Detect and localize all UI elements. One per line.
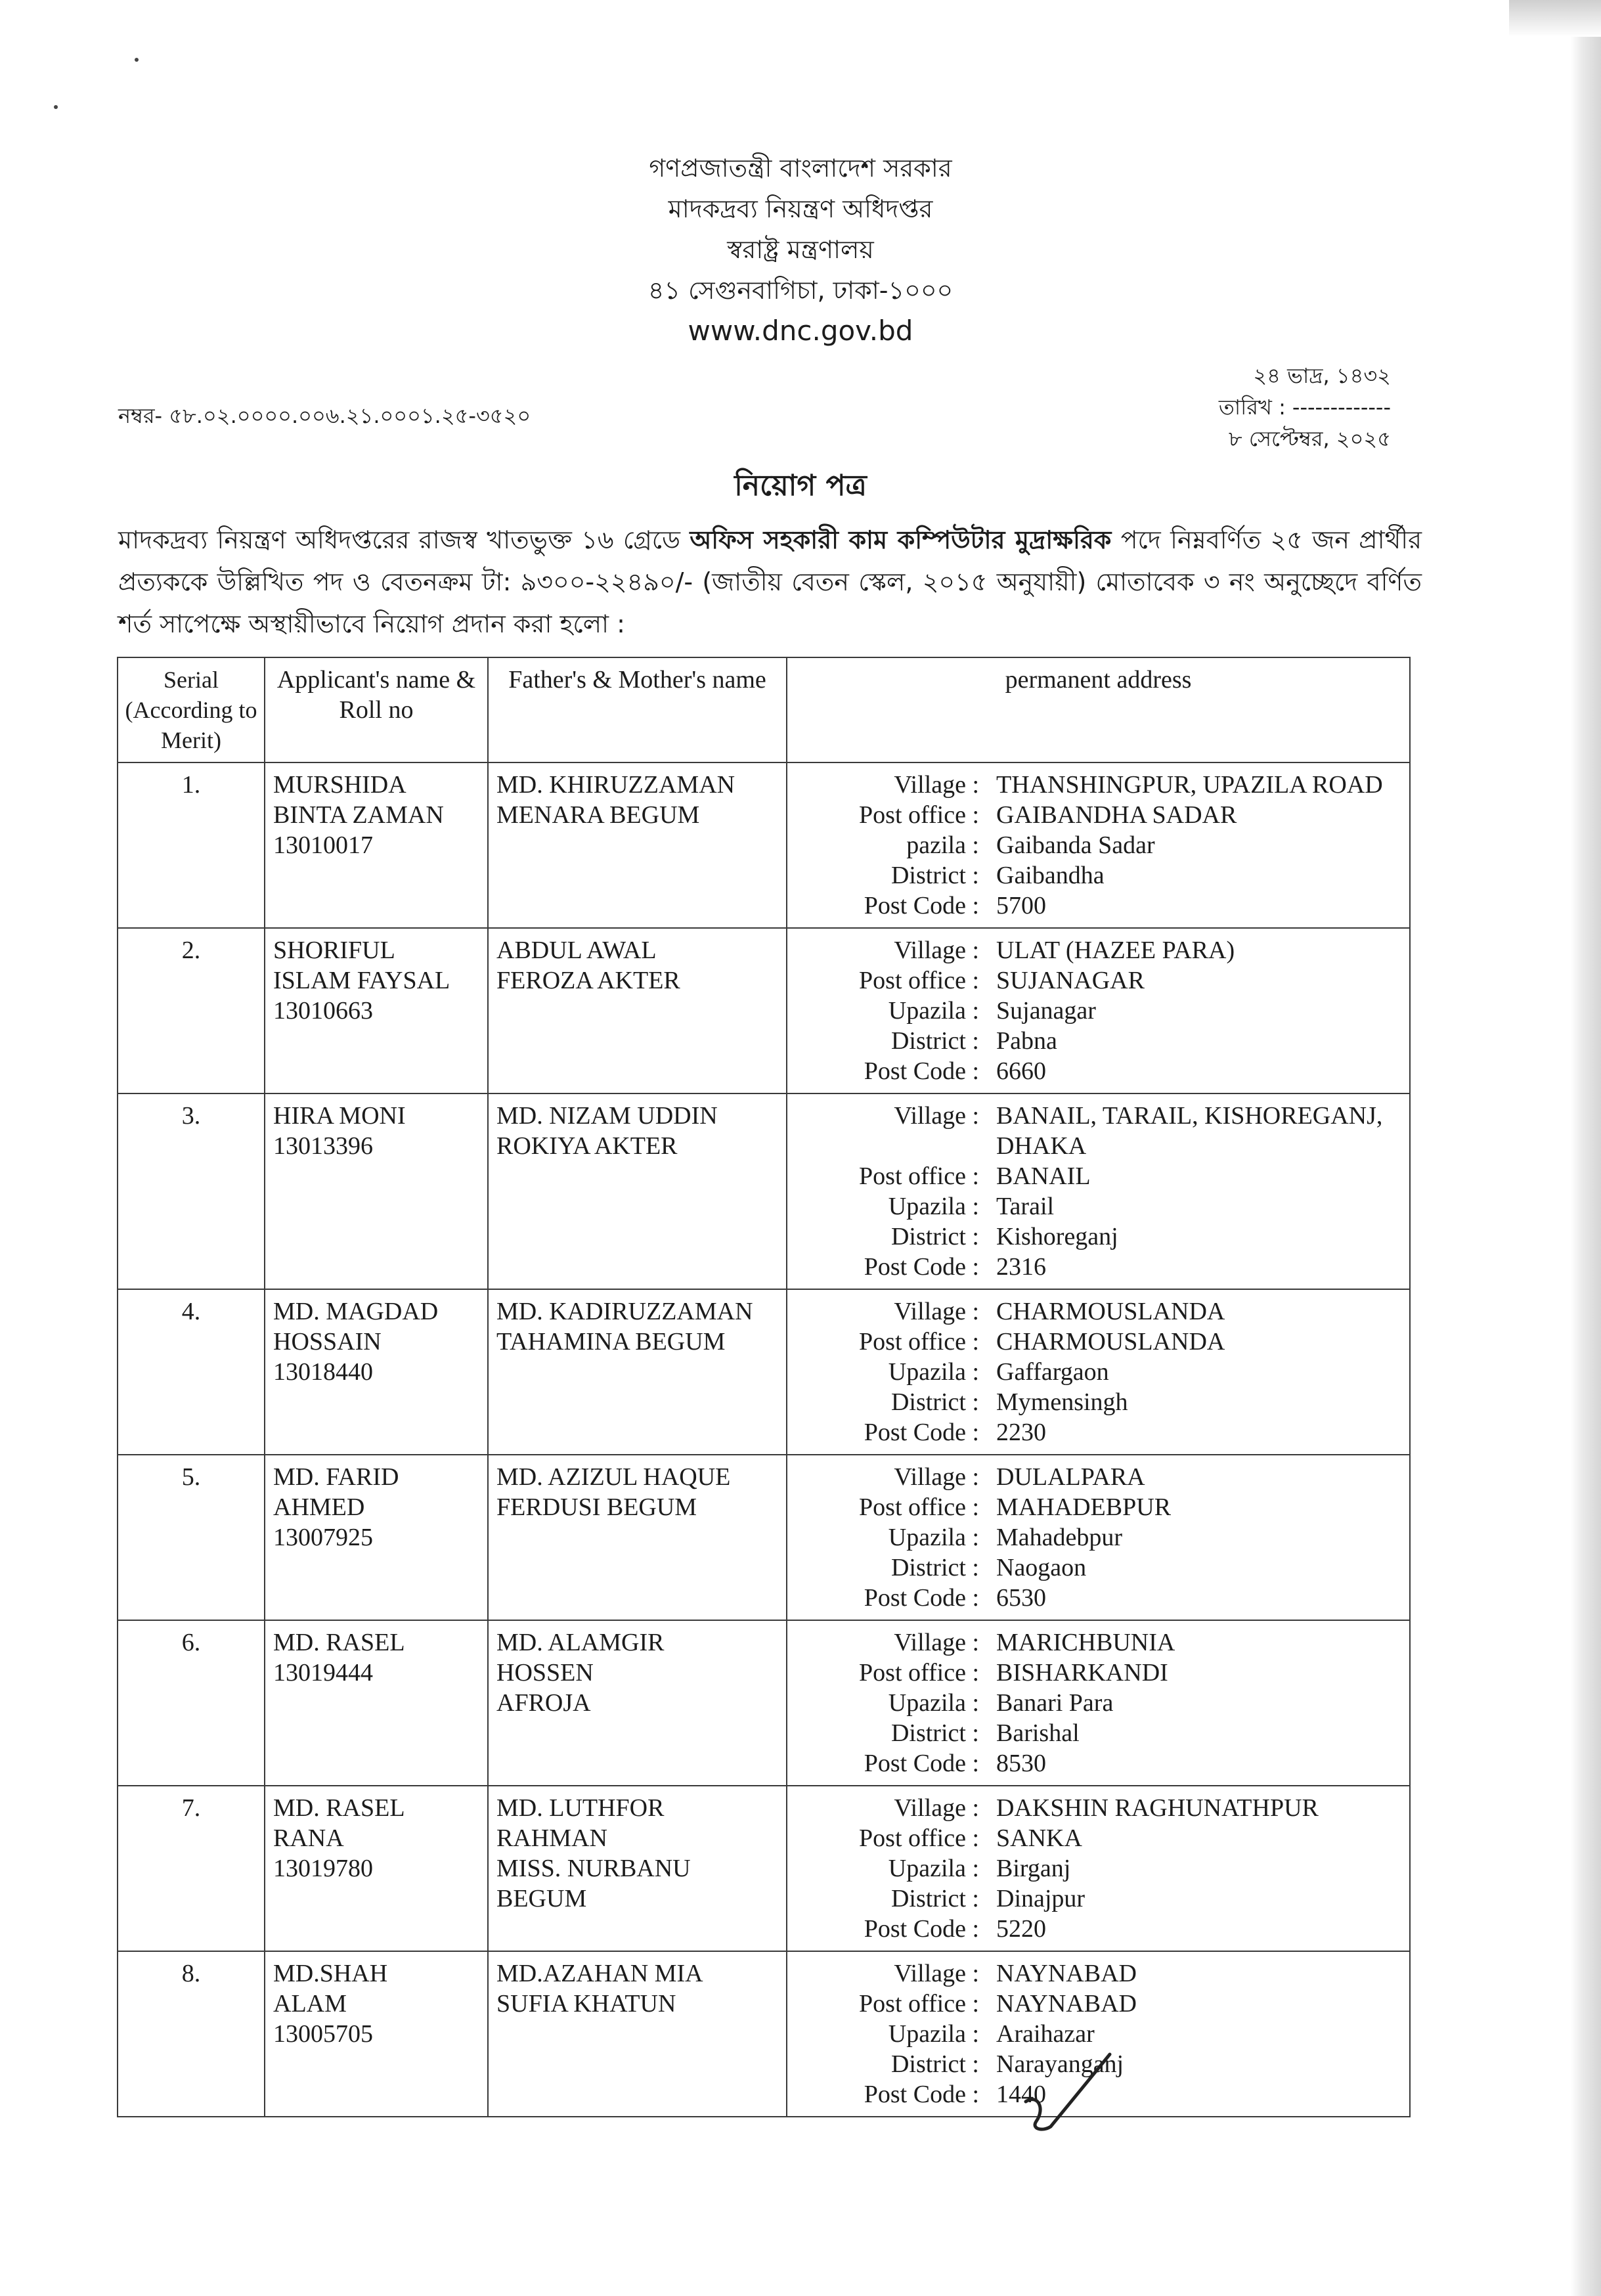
address-field-value: Pabna	[996, 1027, 1057, 1055]
date-block	[1219, 360, 1391, 454]
cell-applicant	[265, 1620, 488, 1786]
parent-line: BEGUM	[496, 1885, 587, 1912]
appointee-table	[117, 657, 1411, 2117]
parent-line: MENARA BEGUM	[496, 801, 700, 829]
applicant-line: MD. FARID	[273, 1463, 399, 1491]
address-field-label: District :	[890, 1885, 979, 1912]
date-dashes: -------------	[1292, 395, 1391, 420]
address-field-value: Birganj	[996, 1855, 1071, 1882]
table-row	[118, 762, 1410, 928]
applicant-line: 13013396	[273, 1132, 373, 1160]
address-field-value: 2316	[996, 1253, 1046, 1281]
address-field-value: GAIBANDHA SADAR	[996, 801, 1237, 829]
parent-line: AFROJA	[496, 1689, 591, 1717]
applicant-line: MD. MAGDAD	[273, 1298, 439, 1325]
parent-line: MD. KHIRUZZAMAN	[496, 771, 735, 799]
header-address: permanent address	[787, 657, 1410, 762]
applicant-line: HOSSAIN	[273, 1328, 382, 1356]
address-field-label: Upazila :	[888, 1193, 979, 1220]
date-line	[1219, 391, 1391, 423]
address-field-label: Post office :	[859, 1990, 979, 2018]
address-field-value: Gaffargaon	[996, 1358, 1109, 1386]
address-field-value: Dinajpur	[996, 1885, 1086, 1912]
address-field-label: Upazila :	[888, 2020, 979, 2048]
address-field-label: District :	[890, 1223, 979, 1250]
address-field-label: Post Code :	[864, 1584, 979, 1612]
address-grid	[795, 1101, 1401, 1282]
parent-line: RAHMAN	[496, 1824, 607, 1852]
address-field-label: Village :	[894, 1794, 979, 1822]
address-field-label: Village :	[894, 1960, 979, 1987]
scan-speck	[54, 105, 58, 109]
address-field-label: Post Code :	[864, 1750, 979, 1777]
address-field-value: THANSHINGPUR, UPAZILA ROAD	[996, 771, 1383, 799]
parent-line: ROKIYA AKTER	[496, 1132, 678, 1160]
cell-applicant	[265, 1786, 488, 1951]
letterhead-website: www.dnc.gov.bd	[688, 315, 913, 347]
address-field-label: Village :	[894, 1629, 979, 1656]
address-field-value: 1440	[996, 2081, 1046, 2108]
address-grid	[795, 1296, 1401, 1447]
cell-address	[787, 1455, 1410, 1620]
address-field-value: Mahadebpur	[996, 1524, 1123, 1551]
parent-line: FEROZA AKTER	[496, 967, 680, 994]
address-field-label: Village :	[894, 1463, 979, 1491]
intro-post-name: অফিস সহকারী কাম কম্পিউটার মুদ্রাক্ষরিক	[690, 525, 1112, 554]
address-grid	[795, 1793, 1401, 1944]
cell-serial: 4.	[118, 1289, 265, 1455]
parent-line: MD.AZAHAN MIA	[496, 1960, 703, 1987]
address-grid	[795, 1462, 1401, 1613]
address-field-label: District :	[890, 1554, 979, 1581]
cell-address	[787, 928, 1410, 1093]
address-field-value: Narayanganj	[996, 2050, 1124, 2078]
address-grid	[795, 935, 1401, 1086]
address-field-value: Banari Para	[996, 1689, 1114, 1717]
cell-applicant	[265, 1093, 488, 1289]
parent-line: MD. NIZAM UDDIN	[496, 1102, 718, 1130]
address-field-value: Gaibandha	[996, 862, 1105, 889]
parent-line: FERDUSI BEGUM	[496, 1493, 697, 1521]
applicant-line: MURSHIDA	[273, 771, 406, 799]
cell-serial: 5.	[118, 1455, 265, 1620]
cell-applicant	[265, 1455, 488, 1620]
applicant-line: MD. RASEL	[273, 1794, 405, 1822]
applicant-line: 13005705	[273, 2020, 373, 2048]
address-field-value: CHARMOUSLANDA	[996, 1328, 1225, 1356]
cell-parents	[488, 1951, 787, 2117]
address-field-value: NAYNABAD	[996, 1990, 1137, 2018]
address-field-label: Post office :	[859, 801, 979, 829]
address-field-value: Naogaon	[996, 1554, 1087, 1581]
cell-parents	[488, 928, 787, 1093]
cell-serial: 2.	[118, 928, 265, 1093]
address-grid	[795, 770, 1401, 921]
letterhead-address: ৪১ সেগুনবাগিচা, ঢাকা-১০০০	[647, 276, 954, 305]
parent-line: MD. LUTHFOR	[496, 1794, 665, 1822]
table-row	[118, 1289, 1410, 1455]
address-field-label: Post Code :	[864, 892, 979, 919]
cell-applicant	[265, 1289, 488, 1455]
applicant-line: ISLAM FAYSAL	[273, 967, 450, 994]
cell-applicant	[265, 928, 488, 1093]
address-grid	[795, 1627, 1401, 1778]
cell-serial: 3.	[118, 1093, 265, 1289]
address-field-value: CHARMOUSLANDA	[996, 1298, 1225, 1325]
parent-line: MD. KADIRUZZAMAN	[496, 1298, 753, 1325]
address-field-value: DULALPARA	[996, 1463, 1145, 1491]
letterhead-government: গণপ্রজাতন্ত্রী বাংলাদেশ সরকার	[649, 154, 952, 183]
address-field-label: Post Code :	[864, 1253, 979, 1281]
address-field-value: BISHARKANDI	[996, 1659, 1168, 1687]
cell-parents	[488, 1620, 787, 1786]
address-field-value: Tarail	[996, 1193, 1055, 1220]
applicant-line: SHORIFUL	[273, 937, 395, 964]
cell-address	[787, 1620, 1410, 1786]
address-field-value: 2230	[996, 1419, 1046, 1446]
address-field-label: Village :	[894, 1298, 979, 1325]
address-field-value: SANKA	[996, 1824, 1082, 1852]
address-field-label: Post Code :	[864, 2081, 979, 2108]
address-field-value: Mymensingh	[996, 1388, 1128, 1416]
applicant-line: BINTA ZAMAN	[273, 801, 444, 829]
intro-text-part1: মাদকদ্রব্য নিয়ন্ত্রণ অধিদপ্তরের রাজস্ব খাতভুক্ত ১৬ গ্রেডে	[118, 525, 690, 554]
header-parents: Father's & Mother's name	[488, 657, 787, 762]
address-field-value: 8530	[996, 1750, 1046, 1777]
address-field-label: Upazila :	[888, 1524, 979, 1551]
cell-serial: 6.	[118, 1620, 265, 1786]
cell-serial: 7.	[118, 1786, 265, 1951]
address-field-value: NAYNABAD	[996, 1960, 1137, 1987]
parent-line: MISS. NURBANU	[496, 1855, 691, 1882]
cell-address	[787, 1093, 1410, 1289]
address-field-label: Upazila :	[888, 997, 979, 1025]
letterhead-department: মাদকদ্রব্য নিয়ন্ত্রণ অধিদপ্তর	[668, 194, 933, 223]
cell-address	[787, 1289, 1410, 1455]
address-field-label: Post office :	[859, 1328, 979, 1356]
applicant-line: MD. RASEL	[273, 1629, 405, 1656]
address-field-value: BANAIL	[996, 1162, 1091, 1190]
address-field-label: Upazila :	[888, 1689, 979, 1717]
table-row	[118, 1620, 1410, 1786]
cell-parents	[488, 1289, 787, 1455]
applicant-line: RANA	[273, 1824, 344, 1852]
applicant-line: ALAM	[273, 1990, 347, 2018]
cell-address	[787, 1786, 1410, 1951]
address-field-value: MARICHBUNIA	[996, 1629, 1175, 1656]
address-field-label: Post office :	[859, 1493, 979, 1521]
cell-parents	[488, 762, 787, 928]
applicant-line: MD.SHAH	[273, 1960, 388, 1987]
table-row	[118, 1455, 1410, 1620]
cell-parents	[488, 1786, 787, 1951]
header-applicant: Applicant's name & Roll no	[265, 657, 488, 762]
scan-corner-shadow	[1509, 0, 1601, 37]
address-field-label: Post office :	[859, 1659, 979, 1687]
scan-speck	[135, 58, 139, 62]
document-title: নিয়োগ পত্র	[734, 469, 867, 502]
cell-parents	[488, 1093, 787, 1289]
address-field-value: Gaibanda Sadar	[996, 831, 1155, 859]
address-field-value: BANAIL, TARAIL, KISHOREGANJ, DHAKA	[996, 1102, 1383, 1160]
date-bengali: ২৪ ভাদ্র, ১৪৩২	[1253, 363, 1391, 388]
address-field-label: Upazila :	[888, 1358, 979, 1386]
table-body	[118, 762, 1410, 2117]
cell-applicant	[265, 1951, 488, 2117]
address-field-label: Post office :	[859, 1162, 979, 1190]
address-field-value: 6530	[996, 1584, 1046, 1612]
cell-serial: 8.	[118, 1951, 265, 2117]
address-field-label: Village :	[894, 771, 979, 799]
intro-text-part2: পদে নিম্নবর্ণিত ২৫ জন প্রার্থীর প্রত্যককে উল্লিখিত পদ ও বেতনক্রম টা: ৯৩০০-২২৪৯০/- (জাতীয় বেতন স্কেল, ২০১৫ অনুযায়ী) মোতাবেক ৩ নং অনুচ্ছেদে বর্ণিত শর্ত সাপেক্ষে অস্থায়ীভাবে নিয়োগ প্রদান করা হলো :	[118, 525, 1422, 638]
table-row	[118, 928, 1410, 1093]
parent-line: ABDUL AWAL	[496, 937, 657, 964]
address-field-label: Village :	[894, 1102, 979, 1130]
address-field-value: 6660	[996, 1057, 1046, 1085]
address-field-value: ULAT (HAZEE PARA)	[996, 937, 1235, 964]
applicant-line: 13010017	[273, 831, 373, 859]
parent-line: HOSSEN	[496, 1659, 594, 1687]
applicant-line: 13007925	[273, 1524, 373, 1551]
applicant-line: 13010663	[273, 997, 373, 1025]
address-field-value: DAKSHIN RAGHUNATHPUR	[996, 1794, 1319, 1822]
address-field-value: Barishal	[996, 1719, 1080, 1747]
cell-address	[787, 762, 1410, 928]
parent-line: MD. AZIZUL HAQUE	[496, 1463, 731, 1491]
date-gregorian: ৮ সেপ্টেম্বর, ২০২৫	[1228, 426, 1391, 451]
table-row	[118, 1951, 1410, 2117]
applicant-line: AHMED	[273, 1493, 365, 1521]
address-field-value: SUJANAGAR	[996, 967, 1145, 994]
intro-paragraph	[118, 519, 1422, 645]
address-field-label: Post office :	[859, 1824, 979, 1852]
parent-line: MD. ALAMGIR	[496, 1629, 665, 1656]
date-label: তারিখ :	[1218, 395, 1286, 420]
applicant-line: 13019444	[273, 1659, 373, 1687]
table-header-row	[118, 657, 1410, 762]
address-field-label: District :	[890, 1719, 979, 1747]
address-field-label: Post Code :	[864, 1057, 979, 1085]
applicant-line: 13019780	[273, 1855, 373, 1882]
table-row	[118, 1093, 1410, 1289]
address-field-label: Post Code :	[864, 1915, 979, 1943]
address-field-label: District :	[890, 1027, 979, 1055]
applicant-line: 13018440	[273, 1358, 373, 1386]
header-serial: Serial (According to Merit)	[118, 657, 265, 762]
address-field-label: Village :	[894, 937, 979, 964]
address-field-value: Sujanagar	[996, 997, 1096, 1025]
parent-line: SUFIA KHATUN	[496, 1990, 676, 2018]
address-field-value: 5700	[996, 892, 1046, 919]
cell-applicant	[265, 762, 488, 928]
address-field-label: District :	[890, 1388, 979, 1416]
address-field-value: Kishoreganj	[996, 1223, 1118, 1250]
address-field-label: Upazila :	[888, 1855, 979, 1882]
table-row	[118, 1786, 1410, 1951]
address-field-label: District :	[890, 2050, 979, 2078]
address-field-label: Post office :	[859, 967, 979, 994]
address-field-label: pazila :	[906, 831, 979, 859]
parent-line: TAHAMINA BEGUM	[496, 1328, 726, 1356]
address-field-label: District :	[890, 862, 979, 889]
address-field-value: MAHADEBPUR	[996, 1493, 1172, 1521]
address-field-label: Post Code :	[864, 1419, 979, 1446]
cell-parents	[488, 1455, 787, 1620]
letterhead	[0, 148, 1601, 351]
applicant-line: HIRA MONI	[273, 1102, 406, 1130]
address-field-value: Araihazar	[996, 2020, 1095, 2048]
address-field-value: 5220	[996, 1915, 1046, 1943]
cell-serial: 1.	[118, 762, 265, 928]
memo-number: নম্বর- ৫৮.০২.০০০০.০০৬.২১.০০০১.২৫-৩৫২০	[118, 403, 531, 428]
signature-mark	[1011, 2042, 1129, 2141]
letterhead-ministry: স্বরাষ্ট্র মন্ত্রণালয়	[727, 235, 874, 264]
